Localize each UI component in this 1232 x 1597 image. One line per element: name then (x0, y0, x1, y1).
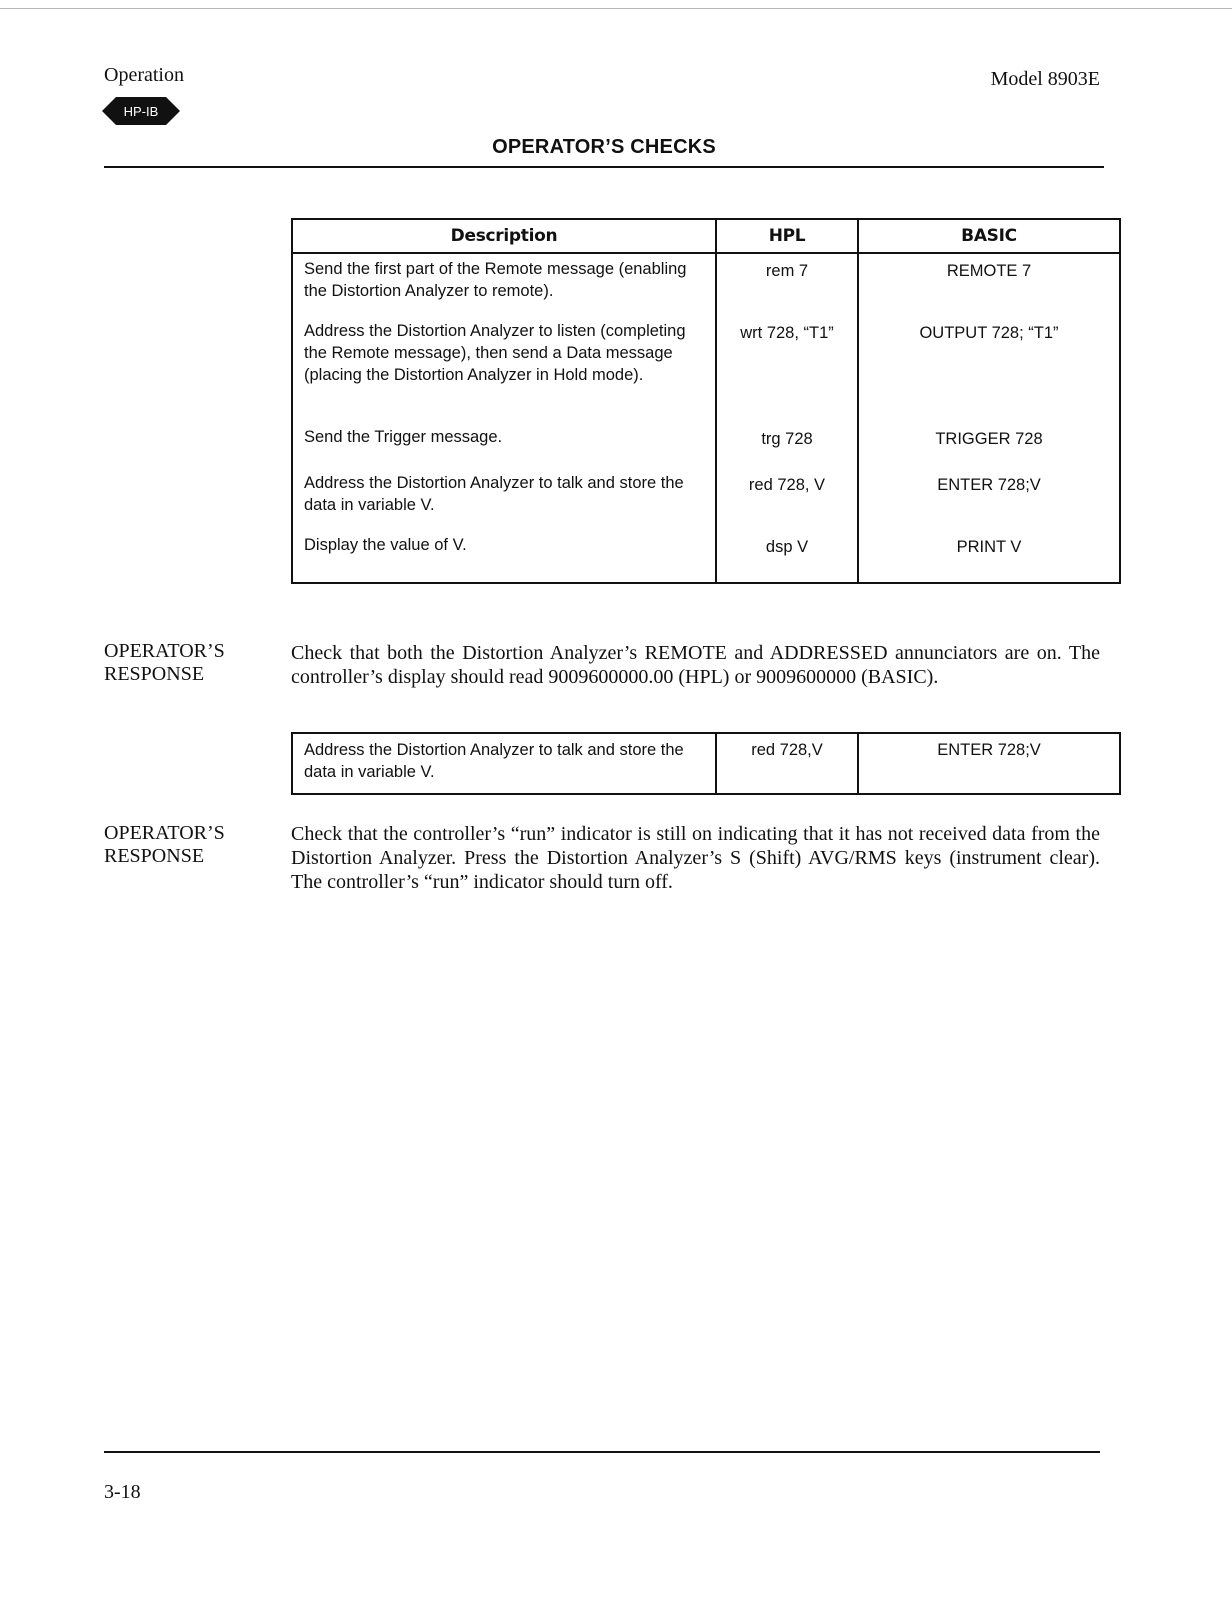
row-description: Address the Distortion Analyzer to listen (completing the Remote message), then send a Data message (placing the Distortion Analyzer in Hold mode). (292, 316, 716, 422)
response-label-line1: OPERATOR’S (104, 822, 225, 844)
row-basic: TRIGGER 728 (935, 430, 1043, 448)
response-label-line2: RESPONSE (104, 845, 205, 867)
command-table-secondary (291, 732, 1121, 795)
response-text: Check that the controller’s “run” indicator is still on indicating that it has not received data from the Distortion Analyzer. Press the Distortion Analyzer’s S (Shift) AVG/RMS keys (instrument clear). The controller’s “run” indicator should turn off. (291, 823, 1100, 893)
row-basic: REMOTE 7 (946, 262, 1032, 280)
hpib-badge-label: HP-IB (123, 104, 159, 119)
page-title: OPERATOR’S CHECKS (492, 136, 716, 158)
model-number: Model 8903E (990, 68, 1100, 90)
response-label-line1: OPERATOR’S (104, 640, 225, 662)
row-hpl: trg 728 (761, 430, 813, 448)
table-row (292, 253, 1120, 316)
header-basic: BASIC (858, 219, 1120, 253)
section-name: Operation (104, 64, 184, 86)
row-basic: ENTER 728;V (937, 476, 1041, 494)
row-description: Send the Trigger message. (292, 422, 716, 468)
table-row (292, 530, 1120, 583)
row-hpl: rem 7 (765, 262, 809, 280)
row-hpl: wrt 728, “T1” (740, 324, 834, 342)
row-basic: OUTPUT 728; “T1” (919, 324, 1059, 342)
footer-rule (104, 1451, 1100, 1453)
header-description: Description (292, 219, 716, 253)
row-description: Address the Distortion Analyzer to talk and store the data in variable V. (292, 733, 716, 794)
page-number: 3-18 (104, 1481, 141, 1503)
row-description: Address the Distortion Analyzer to talk and store the data in variable V. (292, 468, 716, 530)
response-label (104, 822, 225, 868)
response-text: Check that both the Distortion Analyzer’s REMOTE and ADDRESSED annunciators are on. The controller’s display should read 9009600000.00 (HPL) or 9009600000 (BASIC). (291, 642, 1100, 688)
table-row (292, 468, 1120, 530)
row-basic: ENTER 728;V (858, 733, 1120, 794)
command-table (291, 218, 1121, 584)
row-basic: PRINT V (956, 538, 1022, 556)
row-hpl: red 728,V (716, 733, 858, 794)
row-description: Send the first part of the Remote message (enabling the Distortion Analyzer to remote). (292, 253, 716, 316)
table-row (292, 733, 1120, 794)
title-rule (104, 166, 1104, 168)
table-header-row (292, 219, 1120, 253)
header-hpl: HPL (716, 219, 858, 253)
top-scan-rule (0, 8, 1232, 9)
table-row (292, 422, 1120, 468)
response-label-line2: RESPONSE (104, 663, 205, 685)
table-row (292, 316, 1120, 422)
hpib-arrow-icon (102, 96, 180, 126)
hpib-badge (102, 96, 180, 126)
row-description: Display the value of V. (292, 530, 716, 583)
row-hpl: red 728, V (748, 476, 826, 494)
row-hpl: dsp V (765, 538, 809, 556)
response-label (104, 640, 225, 686)
